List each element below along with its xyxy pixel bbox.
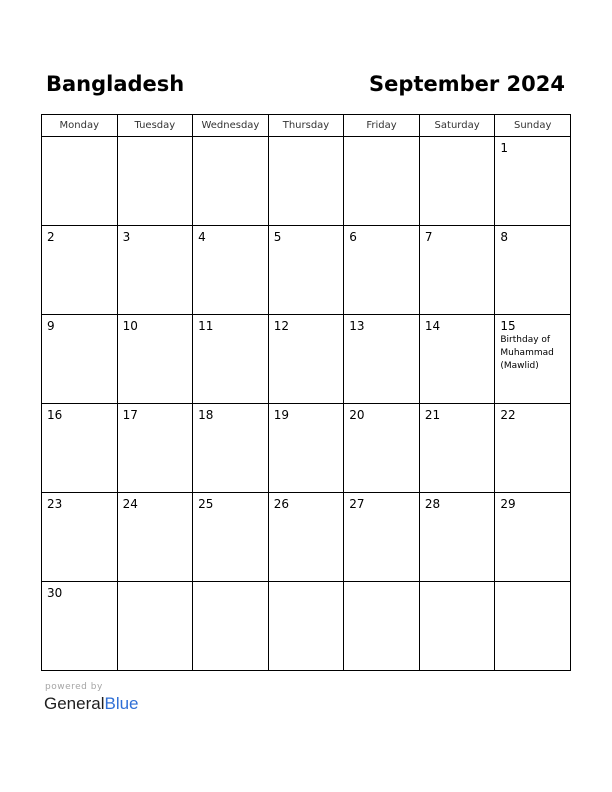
day-number: 8 — [500, 230, 509, 244]
day-number: 11 — [198, 319, 214, 333]
day-cell — [117, 226, 193, 315]
weekday-saturday: Saturday — [419, 115, 495, 137]
day-number: 16 — [47, 408, 63, 422]
day-number: 19 — [273, 408, 289, 422]
day-number: 26 — [273, 497, 289, 511]
day-cell — [193, 226, 269, 315]
day-cell — [117, 315, 193, 404]
day-cell — [344, 493, 420, 582]
day-number: 1 — [500, 141, 509, 155]
empty-day-cell — [344, 582, 420, 671]
empty-day-cell — [268, 582, 344, 671]
day-number: 25 — [198, 497, 214, 511]
day-number: 2 — [47, 230, 55, 244]
holiday-label: Birthday of Muhammad (Mawlid) — [500, 335, 554, 371]
day-cell — [268, 404, 344, 493]
empty-day-cell — [193, 137, 269, 226]
day-cell — [42, 582, 118, 671]
day-cell — [117, 493, 193, 582]
powered-by-label: powered by — [45, 682, 103, 692]
day-cell — [495, 226, 571, 315]
day-cell — [344, 226, 420, 315]
day-number: 18 — [198, 408, 214, 422]
empty-day-cell — [117, 582, 193, 671]
brand-general: General — [44, 694, 105, 713]
day-cell — [495, 404, 571, 493]
weekday-sunday: Sunday — [495, 115, 571, 137]
day-cell — [419, 493, 495, 582]
day-number: 14 — [424, 319, 441, 333]
day-number: 30 — [47, 586, 63, 600]
day-cell — [268, 315, 344, 404]
day-cell — [268, 493, 344, 582]
week-row — [42, 404, 571, 493]
day-cell — [193, 315, 269, 404]
weekday-thursday: Thursday — [268, 115, 344, 137]
day-number: 10 — [122, 319, 138, 333]
footer — [44, 682, 139, 714]
empty-day-cell — [344, 137, 420, 226]
day-cell — [495, 137, 571, 226]
day-number: 17 — [122, 408, 138, 422]
day-cell — [419, 315, 495, 404]
weekday-monday: Monday — [42, 115, 118, 137]
day-number: 27 — [349, 497, 365, 511]
day-cell — [344, 315, 420, 404]
empty-day-cell — [42, 137, 118, 226]
week-row — [42, 226, 571, 315]
day-cell — [42, 226, 118, 315]
day-number: 22 — [500, 408, 516, 422]
day-number: 20 — [349, 408, 365, 422]
weekday-friday: Friday — [344, 115, 420, 137]
day-cell — [42, 404, 118, 493]
day-cell — [268, 226, 344, 315]
day-number: 13 — [349, 319, 365, 333]
day-cell — [419, 226, 495, 315]
day-cell — [193, 493, 269, 582]
day-number: 6 — [349, 230, 357, 244]
day-number: 3 — [122, 230, 131, 244]
day-cell — [42, 493, 118, 582]
empty-day-cell — [193, 582, 269, 671]
empty-day-cell — [419, 582, 495, 671]
day-number: 7 — [424, 230, 433, 244]
day-cell — [344, 404, 420, 493]
generalblue-logo[interactable] — [44, 694, 139, 714]
empty-day-cell — [419, 137, 495, 226]
day-number: 15 — [500, 319, 516, 333]
weekday-header-row — [42, 115, 571, 137]
brand-blue: Blue — [104, 694, 139, 713]
day-number: 5 — [273, 230, 282, 244]
empty-day-cell — [117, 137, 193, 226]
day-number: 9 — [47, 319, 55, 333]
week-row — [42, 582, 571, 671]
month-title: September 2024 — [369, 72, 565, 96]
week-row — [42, 137, 571, 226]
day-number: 29 — [500, 497, 516, 511]
day-number: 12 — [273, 319, 289, 333]
weekday-wednesday: Wednesday — [193, 115, 269, 137]
day-number: 21 — [424, 408, 441, 422]
day-cell — [42, 315, 118, 404]
country-title: Bangladesh — [46, 72, 185, 96]
day-number: 23 — [47, 497, 63, 511]
calendar-grid — [41, 114, 571, 671]
day-cell — [419, 404, 495, 493]
day-number: 28 — [424, 497, 441, 511]
weekday-tuesday: Tuesday — [117, 115, 193, 137]
day-number: 4 — [198, 230, 206, 244]
day-cell — [117, 404, 193, 493]
empty-day-cell — [495, 582, 571, 671]
day-cell — [495, 315, 571, 404]
week-row — [42, 493, 571, 582]
day-cell — [495, 493, 571, 582]
empty-day-cell — [268, 137, 344, 226]
day-number: 24 — [122, 497, 138, 511]
week-row — [42, 315, 571, 404]
day-cell — [193, 404, 269, 493]
